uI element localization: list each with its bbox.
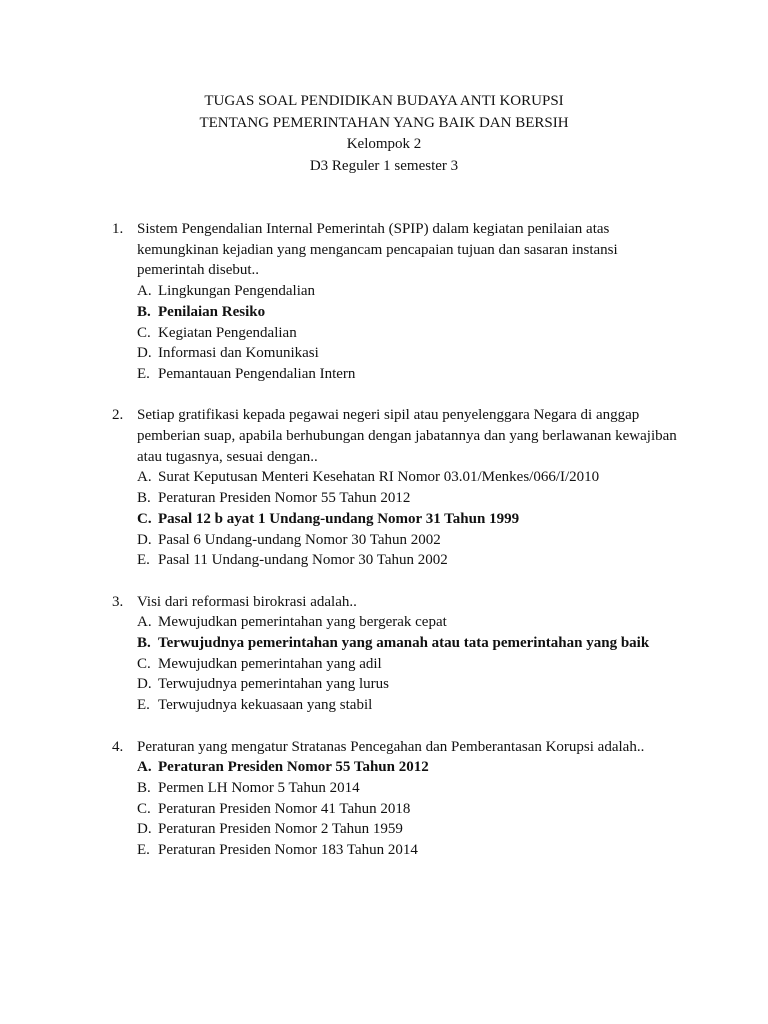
question-text-line: atau tugasnya, sesuai dengan.. xyxy=(137,448,318,465)
option-letter: E. xyxy=(137,842,150,859)
option-text: Penilaian Resiko xyxy=(158,303,266,320)
question-3 xyxy=(112,592,672,716)
question-4 xyxy=(112,737,672,861)
option-letter: B. xyxy=(137,303,151,320)
option-text: Peraturan Presiden Nomor 41 Tahun 2018 xyxy=(158,800,411,817)
option-text: Permen LH Nomor 5 Tahun 2014 xyxy=(158,779,360,796)
option-text: Pasal 12 b ayat 1 Undang-undang Nomor 31 Tahun 1999 xyxy=(158,510,520,527)
option-text: Peraturan Presiden Nomor 55 Tahun 2012 xyxy=(158,490,411,507)
question-text-line: Sistem Pengendalian Internal Pemerintah (SPIP) dalam kegiatan penilaian atas xyxy=(137,221,610,237)
question-list xyxy=(112,219,677,881)
option-text: Terwujudnya pemerintahan yang amanah atau tata pemerintahan yang baik xyxy=(158,635,650,652)
question-text-line: Visi dari reformasi birokrasi adalah.. xyxy=(137,593,357,610)
question-2 xyxy=(112,405,677,571)
option-letter: A. xyxy=(137,283,152,300)
answer-options xyxy=(137,612,672,716)
option-letter: B. xyxy=(137,490,151,507)
answer-option xyxy=(137,695,672,716)
option-text: Terwujudnya kekuasaan yang stabil xyxy=(158,697,373,714)
answer-options xyxy=(137,281,672,385)
option-letter: C. xyxy=(137,800,151,817)
question-text-line: pemberian suap, apabila berhubungan dengan jabatannya dan yang berlawanan kewajiban xyxy=(137,428,677,445)
option-text: Terwujudnya pemerintahan yang lurus xyxy=(158,676,389,693)
option-letter: C. xyxy=(137,510,152,527)
question-number: 2. xyxy=(112,407,124,424)
answer-option xyxy=(137,467,672,488)
answer-option xyxy=(137,550,672,571)
document-header xyxy=(0,91,768,177)
option-letter: B. xyxy=(137,779,151,796)
answer-option xyxy=(137,323,672,344)
option-letter: E. xyxy=(137,365,150,382)
option-text: Mewujudkan pemerintahan yang adil xyxy=(158,655,382,672)
option-text: Peraturan Presiden Nomor 55 Tahun 2012 xyxy=(158,759,429,776)
option-letter: C. xyxy=(137,324,151,341)
answer-option xyxy=(137,840,672,861)
option-letter: E. xyxy=(137,552,150,569)
option-text: Lingkungan Pengendalian xyxy=(158,283,316,300)
option-text: Pasal 6 Undang-undang Nomor 30 Tahun 2002 xyxy=(158,531,441,548)
title-line-1: TUGAS SOAL PENDIDIKAN BUDAYA ANTI KORUPSI xyxy=(204,93,564,109)
option-letter: E. xyxy=(137,697,150,714)
option-text: Informasi dan Komunikasi xyxy=(158,345,319,362)
answer-option-correct xyxy=(137,302,672,323)
question-text-line: kemungkinan kejadian yang mengancam pencapaian tujuan dan sasaran instansi xyxy=(137,241,618,258)
answer-option xyxy=(137,799,672,820)
option-text: Pemantauan Pengendalian Intern xyxy=(158,365,356,382)
answer-option xyxy=(137,612,672,633)
answer-option-correct xyxy=(137,633,672,654)
class-label: D3 Reguler 1 semester 3 xyxy=(309,157,459,174)
question-text-line: Peraturan yang mengatur Stratanas Pencegahan dan Pemberantasan Korupsi adalah.. xyxy=(137,738,645,755)
answer-option xyxy=(137,488,672,509)
option-text: Pasal 11 Undang-undang Nomor 30 Tahun 2002 xyxy=(158,552,448,569)
option-letter: A. xyxy=(137,469,152,486)
answer-option xyxy=(137,778,672,799)
option-text: Surat Keputusan Menteri Kesehatan RI Nomor 03.01/Menkes/066/I/2010 xyxy=(158,469,600,486)
answer-option xyxy=(137,281,672,302)
question-number: 3. xyxy=(112,593,124,610)
option-letter: D. xyxy=(137,531,152,548)
option-text: Peraturan Presiden Nomor 2 Tahun 1959 xyxy=(158,821,403,838)
answer-option xyxy=(137,343,672,364)
question-number: 1. xyxy=(112,221,124,237)
option-text: Kegiatan Pengendalian xyxy=(158,324,297,341)
option-text: Mewujudkan pemerintahan yang bergerak cepat xyxy=(158,614,447,631)
question-number: 4. xyxy=(112,738,124,755)
option-letter: C. xyxy=(137,655,151,672)
answer-option xyxy=(137,674,672,695)
answer-option xyxy=(137,654,672,675)
option-letter: D. xyxy=(137,821,152,838)
answer-options xyxy=(137,757,672,861)
option-text: Peraturan Presiden Nomor 183 Tahun 2014 xyxy=(158,842,418,859)
answer-option xyxy=(137,819,672,840)
answer-option xyxy=(137,364,672,385)
question-text-line: Setiap gratifikasi kepada pegawai negeri sipil atau penyelenggara Negara di anggap xyxy=(137,407,640,424)
option-letter: D. xyxy=(137,345,152,362)
title-line-2: TENTANG PEMERINTAHAN YANG BAIK DAN BERSIH xyxy=(199,114,569,131)
option-letter: B. xyxy=(137,635,151,652)
option-letter: A. xyxy=(137,614,152,631)
option-letter: D. xyxy=(137,676,152,693)
question-text-line: pemerintah disebut.. xyxy=(137,262,260,279)
answer-option xyxy=(137,530,672,551)
answer-option-correct xyxy=(137,757,672,778)
option-letter: A. xyxy=(137,759,152,776)
question-1 xyxy=(112,219,672,385)
answer-option-correct xyxy=(137,509,672,530)
answer-options xyxy=(137,467,672,571)
group-label: Kelompok 2 xyxy=(346,136,422,152)
